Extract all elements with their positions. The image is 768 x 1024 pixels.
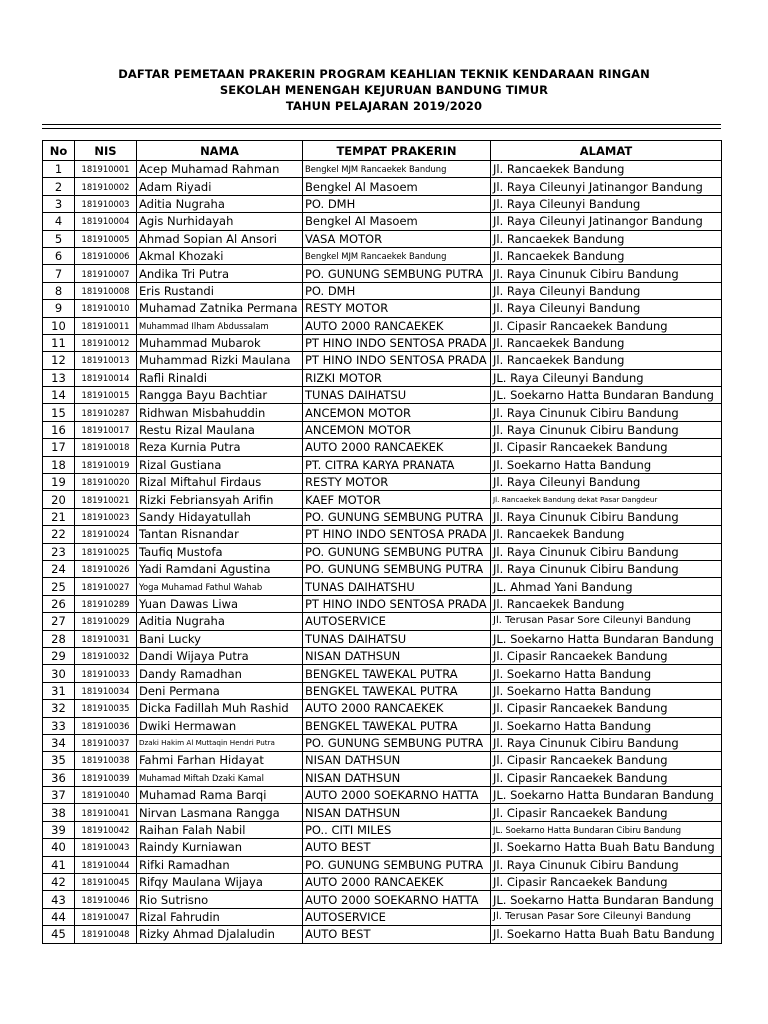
- table-row: [43, 387, 722, 404]
- cell-no: 21: [43, 508, 75, 525]
- cell-nama: Rafli Rinaldi: [137, 369, 303, 386]
- cell-nis: 181910025: [75, 543, 137, 560]
- cell-alamat: Jl. Raya Cileunyi Bandung: [491, 195, 722, 212]
- cell-nis: 181910038: [75, 752, 137, 769]
- cell-nama: Fahmi Farhan Hidayat: [137, 752, 303, 769]
- cell-tempat: PO. GUNUNG SEMBUNG PUTRA: [303, 856, 491, 873]
- cell-nama: Deni Permana: [137, 682, 303, 699]
- cell-tempat: Bengkel Al Masoem: [303, 213, 491, 230]
- cell-no: 35: [43, 752, 75, 769]
- cell-alamat: Jl. Soekarno Hatta Bandung: [491, 717, 722, 734]
- cell-alamat: Jl. Cipasir Rancaekek Bandung: [491, 769, 722, 786]
- cell-tempat: Bengkel MJM Rancaekek Bandung: [303, 247, 491, 264]
- cell-nama: Muhamad Miftah Dzaki Kamal: [137, 769, 303, 786]
- cell-no: 28: [43, 630, 75, 647]
- cell-nis: 181910002: [75, 178, 137, 195]
- cell-alamat: Jl. Rancaekek Bandung: [491, 526, 722, 543]
- cell-tempat: BENGKEL TAWEKAL PUTRA: [303, 682, 491, 699]
- cell-no: 8: [43, 282, 75, 299]
- cell-nama: Ahmad Sopian Al Ansori: [137, 230, 303, 247]
- cell-tempat: PT HINO INDO SENTOSA PRADA: [303, 352, 491, 369]
- cell-nama: Yadi Ramdani Agustina: [137, 560, 303, 577]
- cell-alamat: Jl. Cipasir Rancaekek Bandung: [491, 874, 722, 891]
- table-row: [43, 752, 722, 769]
- cell-nis: 181910040: [75, 787, 137, 804]
- cell-alamat: Jl. Raya Cinunuk Cibiru Bandung: [491, 421, 722, 438]
- cell-no: 43: [43, 891, 75, 908]
- cell-tempat: ANCEMON MOTOR: [303, 421, 491, 438]
- cell-nis: 181910287: [75, 404, 137, 421]
- cell-nis: 181910020: [75, 474, 137, 491]
- cell-nama: Dicka Fadillah Muh Rashid: [137, 700, 303, 717]
- cell-alamat: Jl. Raya Cileunyi Bandung: [491, 282, 722, 299]
- cell-tempat: PO. GUNUNG SEMBUNG PUTRA: [303, 543, 491, 560]
- cell-tempat: AUTOSERVICE: [303, 613, 491, 630]
- cell-tempat: BENGKEL TAWEKAL PUTRA: [303, 665, 491, 682]
- cell-alamat: Jl. Raya Cinunuk Cibiru Bandung: [491, 543, 722, 560]
- column-header-nis: NIS: [75, 141, 137, 161]
- cell-tempat: RESTY MOTOR: [303, 474, 491, 491]
- table-row: [43, 874, 722, 891]
- cell-nama: Muhammad Rizki Maulana: [137, 352, 303, 369]
- cell-tempat: VASA MOTOR: [303, 230, 491, 247]
- cell-alamat: JL. Soekarno Hatta Bundaran Bandung: [491, 787, 722, 804]
- table-row: [43, 491, 722, 508]
- table-row: [43, 508, 722, 525]
- cell-alamat: Jl. Soekarno Hatta Bandung: [491, 456, 722, 473]
- cell-tempat: NISAN DATHSUN: [303, 804, 491, 821]
- cell-nis: 181910029: [75, 613, 137, 630]
- cell-no: 20: [43, 491, 75, 508]
- cell-alamat: Jl. Raya Cileunyi Jatinangor Bandung: [491, 178, 722, 195]
- cell-alamat: Jl. Terusan Pasar Sore Cileunyi Bandung: [491, 613, 722, 630]
- cell-nama: Nirvan Lasmana Rangga: [137, 804, 303, 821]
- table-row: [43, 282, 722, 299]
- cell-nama: Rizal Gustiana: [137, 456, 303, 473]
- table-row: [43, 769, 722, 786]
- cell-nis: 181910039: [75, 769, 137, 786]
- table-row: [43, 230, 722, 247]
- header-rule-top: [42, 124, 721, 125]
- cell-no: 39: [43, 821, 75, 838]
- cell-tempat: AUTO 2000 RANCAEKEK: [303, 700, 491, 717]
- table-row: [43, 613, 722, 630]
- column-header-alamat: ALAMAT: [491, 141, 722, 161]
- cell-alamat: Jl. Raya Cinunuk Cibiru Bandung: [491, 265, 722, 282]
- table-row: [43, 178, 722, 195]
- column-header-nama: NAMA: [137, 141, 303, 161]
- table-row: [43, 161, 722, 178]
- cell-nis: 181910046: [75, 891, 137, 908]
- cell-tempat: Bengkel MJM Rancaekek Bandung: [303, 161, 491, 178]
- cell-nis: 181910018: [75, 439, 137, 456]
- cell-nis: 181910034: [75, 682, 137, 699]
- cell-nama: Dwiki Hermawan: [137, 717, 303, 734]
- column-header-no: No: [43, 141, 75, 161]
- table-row: [43, 317, 722, 334]
- cell-alamat: JL. Soekarno Hatta Bundaran Bandung: [491, 387, 722, 404]
- cell-tempat: AUTO BEST: [303, 839, 491, 856]
- cell-tempat: TUNAS DAIHATSU: [303, 630, 491, 647]
- cell-alamat: Jl. Raya Cileunyi Bandung: [491, 300, 722, 317]
- cell-nis: 181910014: [75, 369, 137, 386]
- cell-no: 4: [43, 213, 75, 230]
- table-row: [43, 543, 722, 560]
- table-row: [43, 352, 722, 369]
- cell-no: 36: [43, 769, 75, 786]
- table-row: [43, 595, 722, 612]
- cell-nis: 181910032: [75, 647, 137, 664]
- cell-no: 37: [43, 787, 75, 804]
- cell-nis: 181910033: [75, 665, 137, 682]
- cell-no: 13: [43, 369, 75, 386]
- table-row: [43, 630, 722, 647]
- cell-tempat: AUTOSERVICE: [303, 908, 491, 925]
- cell-alamat: Jl. Rancaekek Bandung: [491, 247, 722, 264]
- cell-nis: 181910031: [75, 630, 137, 647]
- cell-tempat: NISAN DATHSUN: [303, 647, 491, 664]
- table-header-row: [43, 141, 722, 161]
- school-name: SEKOLAH MENENGAH KEJURUAN BANDUNG TIMUR: [219, 83, 549, 97]
- cell-nis: 181910007: [75, 265, 137, 282]
- academic-year: TAHUN PELAJARAN 2019/2020: [285, 99, 483, 113]
- table-row: [43, 821, 722, 838]
- cell-no: 44: [43, 908, 75, 925]
- cell-no: 14: [43, 387, 75, 404]
- cell-nama: Taufiq Mustofa: [137, 543, 303, 560]
- cell-alamat: JL. Raya Cileunyi Bandung: [491, 369, 722, 386]
- cell-tempat: PT HINO INDO SENTOSA PRADA: [303, 334, 491, 351]
- cell-no: 5: [43, 230, 75, 247]
- cell-nis: 181910023: [75, 508, 137, 525]
- cell-nis: 181910006: [75, 247, 137, 264]
- cell-nama: Muhamad Zatnika Permana: [137, 300, 303, 317]
- table-row: [43, 265, 722, 282]
- cell-alamat: Jl. Raya Cinunuk Cibiru Bandung: [491, 508, 722, 525]
- cell-no: 16: [43, 421, 75, 438]
- cell-alamat: Jl. Rancaekek Bandung: [491, 230, 722, 247]
- cell-tempat: PO. DMH: [303, 282, 491, 299]
- cell-nama: Dzaki Hakim Al Muttaqin Hendri Putra: [137, 734, 303, 751]
- cell-nama: Eris Rustandi: [137, 282, 303, 299]
- cell-alamat: Jl. Cipasir Rancaekek Bandung: [491, 647, 722, 664]
- cell-nis: 181910289: [75, 595, 137, 612]
- cell-no: 23: [43, 543, 75, 560]
- placement-table: [42, 140, 722, 944]
- cell-nama: Rangga Bayu Bachtiar: [137, 387, 303, 404]
- cell-nis: 181910021: [75, 491, 137, 508]
- cell-no: 24: [43, 560, 75, 577]
- cell-alamat: Jl. Cipasir Rancaekek Bandung: [491, 317, 722, 334]
- cell-tempat: TUNAS DAIHATSU: [303, 387, 491, 404]
- cell-tempat: AUTO 2000 RANCAEKEK: [303, 439, 491, 456]
- cell-alamat: Jl. Rancaekek Bandung: [491, 161, 722, 178]
- cell-no: 45: [43, 926, 75, 943]
- cell-tempat: ANCEMON MOTOR: [303, 404, 491, 421]
- cell-tempat: Bengkel Al Masoem: [303, 178, 491, 195]
- cell-no: 6: [43, 247, 75, 264]
- table-row: [43, 839, 722, 856]
- cell-tempat: AUTO BEST: [303, 926, 491, 943]
- table-row: [43, 195, 722, 212]
- cell-alamat: Jl. Rancaekek Bandung dekat Pasar Dangdeur: [491, 491, 722, 508]
- cell-alamat: JL. Soekarno Hatta Bundaran Bandung: [491, 630, 722, 647]
- cell-nama: Dandi Wijaya Putra: [137, 647, 303, 664]
- cell-nis: 181910019: [75, 456, 137, 473]
- cell-nis: 181910045: [75, 874, 137, 891]
- cell-nis: 181910043: [75, 839, 137, 856]
- cell-alamat: Jl. Rancaekek Bandung: [491, 595, 722, 612]
- cell-no: 17: [43, 439, 75, 456]
- cell-tempat: PO. GUNUNG SEMBUNG PUTRA: [303, 560, 491, 577]
- cell-tempat: TUNAS DAIHATSHU: [303, 578, 491, 595]
- cell-nama: Rio Sutrisno: [137, 891, 303, 908]
- cell-tempat: PO. GUNUNG SEMBUNG PUTRA: [303, 508, 491, 525]
- cell-nis: 181910015: [75, 387, 137, 404]
- cell-no: 26: [43, 595, 75, 612]
- table-row: [43, 369, 722, 386]
- cell-tempat: PT. CITRA KARYA PRANATA: [303, 456, 491, 473]
- table-row: [43, 526, 722, 543]
- table-row: [43, 926, 722, 943]
- table-row: [43, 908, 722, 925]
- cell-alamat: JL. Soekarno Hatta Bundaran Bandung: [491, 891, 722, 908]
- cell-nama: Aditia Nugraha: [137, 613, 303, 630]
- cell-nis: 181910037: [75, 734, 137, 751]
- cell-no: 41: [43, 856, 75, 873]
- cell-nis: 181910013: [75, 352, 137, 369]
- cell-alamat: Jl. Cipasir Rancaekek Bandung: [491, 752, 722, 769]
- cell-nama: Yuan Dawas Liwa: [137, 595, 303, 612]
- cell-nama: Rizal Miftahul Firdaus: [137, 474, 303, 491]
- cell-no: 22: [43, 526, 75, 543]
- table-body: [43, 161, 722, 944]
- cell-tempat: PO. GUNUNG SEMBUNG PUTRA: [303, 265, 491, 282]
- cell-nama: Rifqy Maulana Wijaya: [137, 874, 303, 891]
- cell-alamat: Jl. Rancaekek Bandung: [491, 334, 722, 351]
- cell-nama: Raindy Kurniawan: [137, 839, 303, 856]
- cell-alamat: JL. Soekarno Hatta Bundaran Cibiru Bandung: [491, 821, 722, 838]
- table-row: [43, 421, 722, 438]
- cell-nama: Ridhwan Misbahuddin: [137, 404, 303, 421]
- cell-tempat: NISAN DATHSUN: [303, 752, 491, 769]
- cell-nis: 181910003: [75, 195, 137, 212]
- cell-alamat: Jl. Raya Cileunyi Bandung: [491, 474, 722, 491]
- cell-nama: Muhamad Rama Barqi: [137, 787, 303, 804]
- cell-tempat: PO. GUNUNG SEMBUNG PUTRA: [303, 734, 491, 751]
- cell-no: 30: [43, 665, 75, 682]
- cell-nis: 181910001: [75, 161, 137, 178]
- cell-alamat: Jl. Raya Cinunuk Cibiru Bandung: [491, 856, 722, 873]
- cell-alamat: Jl. Soekarno Hatta Buah Batu Bandung: [491, 926, 722, 943]
- cell-nis: 181910024: [75, 526, 137, 543]
- cell-tempat: KAEF MOTOR: [303, 491, 491, 508]
- table-row: [43, 439, 722, 456]
- cell-nis: 181910008: [75, 282, 137, 299]
- cell-no: 40: [43, 839, 75, 856]
- cell-nis: 181910041: [75, 804, 137, 821]
- cell-no: 7: [43, 265, 75, 282]
- cell-no: 15: [43, 404, 75, 421]
- cell-no: 25: [43, 578, 75, 595]
- cell-no: 19: [43, 474, 75, 491]
- table-row: [43, 717, 722, 734]
- cell-nis: 181910017: [75, 421, 137, 438]
- cell-nama: Rizal Fahrudin: [137, 908, 303, 925]
- cell-nama: Akmal Khozaki: [137, 247, 303, 264]
- cell-nama: Rifki Ramadhan: [137, 856, 303, 873]
- table-row: [43, 682, 722, 699]
- cell-nama: Yoga Muhamad Fathul Wahab: [137, 578, 303, 595]
- cell-nama: Muhammad Ilham Abdussalam: [137, 317, 303, 334]
- cell-nama: Adam Riyadi: [137, 178, 303, 195]
- table-row: [43, 456, 722, 473]
- cell-no: 27: [43, 613, 75, 630]
- cell-no: 12: [43, 352, 75, 369]
- cell-nis: 181910011: [75, 317, 137, 334]
- document-header: [0, 66, 768, 114]
- cell-nis: 181910047: [75, 908, 137, 925]
- cell-alamat: Jl. Cipasir Rancaekek Bandung: [491, 804, 722, 821]
- table-row: [43, 734, 722, 751]
- cell-alamat: Jl. Cipasir Rancaekek Bandung: [491, 700, 722, 717]
- table-row: [43, 665, 722, 682]
- cell-nis: 181910010: [75, 300, 137, 317]
- cell-nama: Bani Lucky: [137, 630, 303, 647]
- cell-tempat: PT HINO INDO SENTOSA PRADA: [303, 526, 491, 543]
- cell-no: 31: [43, 682, 75, 699]
- cell-no: 34: [43, 734, 75, 751]
- cell-nis: 181910026: [75, 560, 137, 577]
- cell-tempat: PT HINO INDO SENTOSA PRADA: [303, 595, 491, 612]
- column-header-tempat: TEMPAT PRAKERIN: [303, 141, 491, 161]
- cell-alamat: Jl. Soekarno Hatta Bandung: [491, 682, 722, 699]
- cell-alamat: JL. Ahmad Yani Bandung: [491, 578, 722, 595]
- cell-no: 29: [43, 647, 75, 664]
- cell-no: 2: [43, 178, 75, 195]
- cell-tempat: NISAN DATHSUN: [303, 769, 491, 786]
- cell-nama: Agis Nurhidayah: [137, 213, 303, 230]
- table-row: [43, 474, 722, 491]
- cell-no: 9: [43, 300, 75, 317]
- table-row: [43, 578, 722, 595]
- cell-nama: Dandy Ramadhan: [137, 665, 303, 682]
- cell-alamat: Jl. Raya Cinunuk Cibiru Bandung: [491, 560, 722, 577]
- cell-nis: 181910012: [75, 334, 137, 351]
- cell-nama: Acep Muhamad Rahman: [137, 161, 303, 178]
- cell-tempat: AUTO 2000 SOEKARNO HATTA: [303, 787, 491, 804]
- header-rule-bottom: [42, 128, 721, 129]
- cell-tempat: PO.. CITI MILES: [303, 821, 491, 838]
- cell-tempat: AUTO 2000 SOEKARNO HATTA: [303, 891, 491, 908]
- cell-nama: Raihan Falah Nabil: [137, 821, 303, 838]
- document-title: DAFTAR PEMETAAN PRAKERIN PROGRAM KEAHLIAN TEKNIK KENDARAAN RINGAN: [118, 67, 650, 81]
- cell-tempat: BENGKEL TAWEKAL PUTRA: [303, 717, 491, 734]
- cell-tempat: AUTO 2000 RANCAEKEK: [303, 317, 491, 334]
- table-row: [43, 247, 722, 264]
- cell-no: 18: [43, 456, 75, 473]
- table-row: [43, 647, 722, 664]
- cell-no: 11: [43, 334, 75, 351]
- cell-no: 10: [43, 317, 75, 334]
- cell-tempat: PO. DMH: [303, 195, 491, 212]
- table-row: [43, 213, 722, 230]
- cell-alamat: Jl. Raya Cileunyi Jatinangor Bandung: [491, 213, 722, 230]
- cell-no: 3: [43, 195, 75, 212]
- table-row: [43, 787, 722, 804]
- cell-nis: 181910005: [75, 230, 137, 247]
- cell-nama: Rizky Ahmad Djalaludin: [137, 926, 303, 943]
- cell-tempat: RESTY MOTOR: [303, 300, 491, 317]
- cell-alamat: Jl. Rancaekek Bandung: [491, 352, 722, 369]
- cell-nama: Tantan Risnandar: [137, 526, 303, 543]
- cell-no: 1: [43, 161, 75, 178]
- cell-nama: Aditia Nugraha: [137, 195, 303, 212]
- cell-no: 42: [43, 874, 75, 891]
- cell-alamat: Jl. Terusan Pasar Sore Cileunyi Bandung: [491, 908, 722, 925]
- cell-nama: Andika Tri Putra: [137, 265, 303, 282]
- cell-alamat: Jl. Raya Cinunuk Cibiru Bandung: [491, 404, 722, 421]
- table-row: [43, 300, 722, 317]
- cell-no: 38: [43, 804, 75, 821]
- table-row: [43, 856, 722, 873]
- cell-nama: Muhammad Mubarok: [137, 334, 303, 351]
- cell-tempat: AUTO 2000 RANCAEKEK: [303, 874, 491, 891]
- table-row: [43, 891, 722, 908]
- cell-nis: 181910048: [75, 926, 137, 943]
- cell-nis: 181910042: [75, 821, 137, 838]
- cell-alamat: Jl. Soekarno Hatta Bandung: [491, 665, 722, 682]
- cell-nama: Sandy Hidayatullah: [137, 508, 303, 525]
- cell-nis: 181910027: [75, 578, 137, 595]
- table-row: [43, 700, 722, 717]
- table-row: [43, 404, 722, 421]
- cell-no: 32: [43, 700, 75, 717]
- cell-nis: 181910035: [75, 700, 137, 717]
- table-row: [43, 804, 722, 821]
- cell-nama: Rizki Febriansyah Arifin: [137, 491, 303, 508]
- table-row: [43, 334, 722, 351]
- cell-alamat: Jl. Raya Cinunuk Cibiru Bandung: [491, 734, 722, 751]
- cell-no: 33: [43, 717, 75, 734]
- cell-alamat: Jl. Soekarno Hatta Buah Batu Bandung: [491, 839, 722, 856]
- cell-nama: Reza Kurnia Putra: [137, 439, 303, 456]
- cell-nis: 181910004: [75, 213, 137, 230]
- cell-nama: Restu Rizal Maulana: [137, 421, 303, 438]
- cell-nis: 181910044: [75, 856, 137, 873]
- cell-nis: 181910036: [75, 717, 137, 734]
- table-row: [43, 560, 722, 577]
- cell-tempat: RIZKI MOTOR: [303, 369, 491, 386]
- cell-alamat: Jl. Cipasir Rancaekek Bandung: [491, 439, 722, 456]
